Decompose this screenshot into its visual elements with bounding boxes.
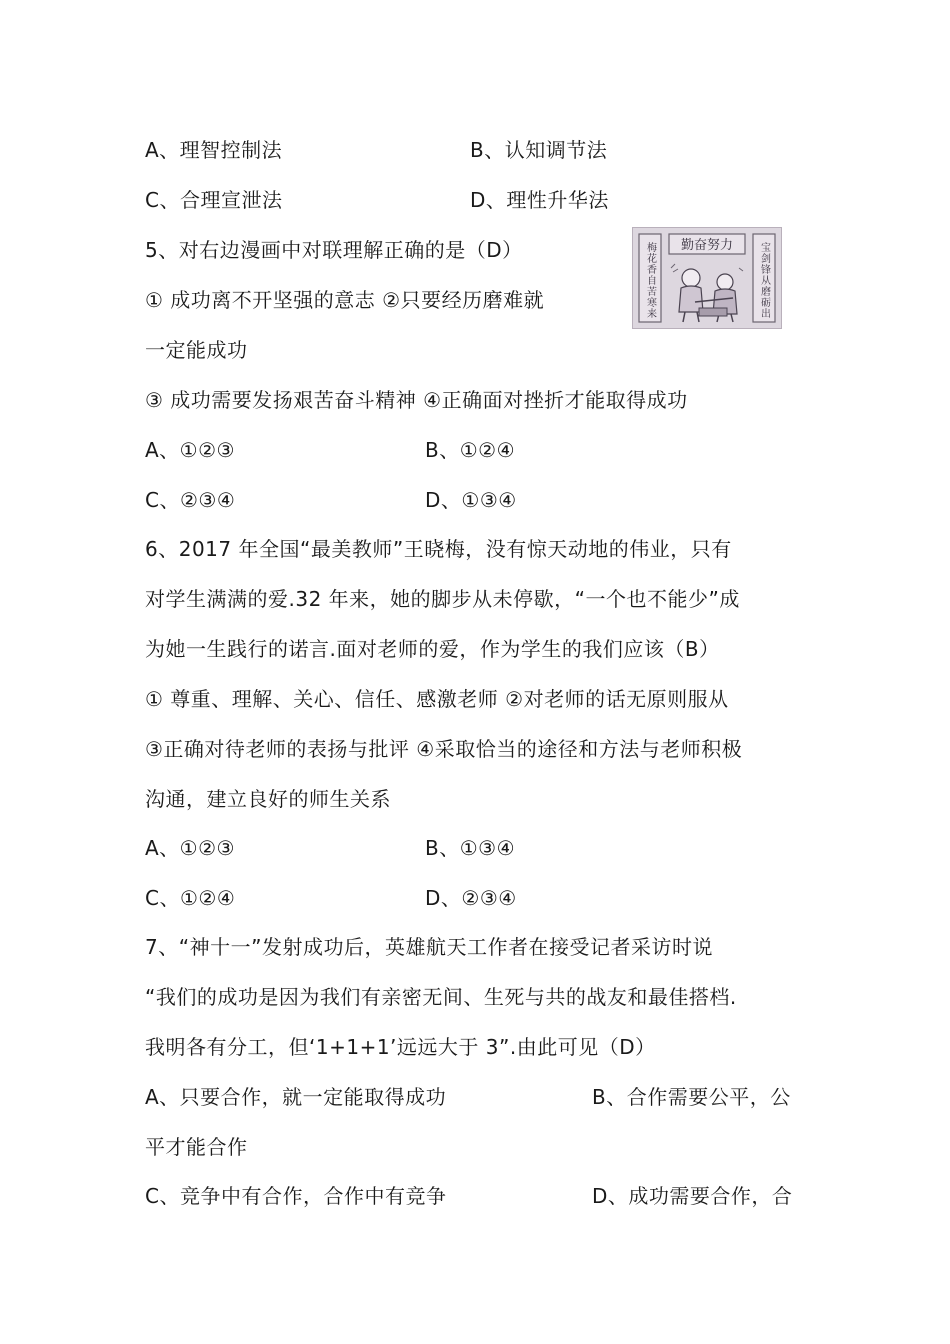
q6-option-c: C、①②④ bbox=[145, 886, 236, 910]
q5-stem: 5、对右边漫画中对联理解正确的是（D） bbox=[145, 238, 523, 262]
banner-text: 勤奋努力 bbox=[680, 238, 734, 253]
q7-option-b-continued: 平才能合作 bbox=[145, 1135, 248, 1159]
q5-option-a: A、①②③ bbox=[145, 438, 235, 462]
q6-stem-line: 6、2017 年全国“最美教师”王晓梅，没有惊天动地的伟业，只有 bbox=[145, 537, 732, 561]
q6-option-a: A、①②③ bbox=[145, 836, 235, 860]
q7-stem-line: “我们的成功是因为我们有亲密无间、生死与共的战友和最佳搭档. bbox=[145, 985, 737, 1009]
q6-option-d: D、②③④ bbox=[425, 886, 517, 910]
q4-option-a: A、理智控制法 bbox=[145, 138, 283, 162]
q4-option-b: B、认知调节法 bbox=[470, 138, 608, 162]
q6-stem-line: 为她一生践行的诺言.面对老师的爱，作为学生的我们应该（B） bbox=[145, 637, 720, 661]
q5-statement-line: ③ 成功需要发扬艰苦奋斗精神 ④正确面对挫折才能取得成功 bbox=[145, 388, 688, 412]
q4-option-c: C、合理宣泄法 bbox=[145, 188, 283, 212]
q5-statement-line: ① 成功离不开坚强的意志 ②只要经历磨难就 bbox=[145, 288, 545, 312]
q6-stem-line: 对学生满满的爱.32 年来，她的脚步从未停歇，“一个也不能少”成 bbox=[145, 587, 740, 611]
q6-statement-line: 沟通，建立良好的师生关系 bbox=[145, 787, 391, 811]
q5-statement-line: 一定能成功 bbox=[145, 338, 248, 362]
q7-option-a: A、只要合作，就一定能取得成功 bbox=[145, 1085, 447, 1109]
right-couplet-text: 宝剑锋从磨砺出 bbox=[758, 242, 770, 319]
q7-stem-line: 我明各有分工，但‘1+1+1’远远大于 3”.由此可见（D） bbox=[145, 1035, 656, 1059]
q5-option-c: C、②③④ bbox=[145, 488, 236, 512]
cartoon-drawing bbox=[633, 228, 781, 328]
q5-option-d: D、①③④ bbox=[425, 488, 517, 512]
q6-statement-line: ① 尊重、理解、关心、信任、感激老师 ②对老师的话无原则服从 bbox=[145, 687, 729, 711]
q4-option-d: D、理性升华法 bbox=[470, 188, 609, 212]
q7-option-b: B、合作需要公平，公 bbox=[592, 1085, 791, 1109]
q5-option-b: B、①②④ bbox=[425, 438, 516, 462]
q7-option-d: D、成功需要合作，合 bbox=[592, 1184, 793, 1208]
left-couplet-text: 梅花香自苦寒来 bbox=[644, 242, 656, 319]
q7-option-c: C、竞争中有合作，合作中有竞争 bbox=[145, 1184, 447, 1208]
q7-stem-line: 7、“神十一”发射成功后，英雄航天工作者在接受记者采访时说 bbox=[145, 935, 713, 959]
q6-statement-line: ③正确对待老师的表扬与批评 ④采取恰当的途径和方法与老师积极 bbox=[145, 737, 743, 761]
couplet-cartoon-image bbox=[632, 227, 782, 329]
q6-option-b: B、①③④ bbox=[425, 836, 516, 860]
